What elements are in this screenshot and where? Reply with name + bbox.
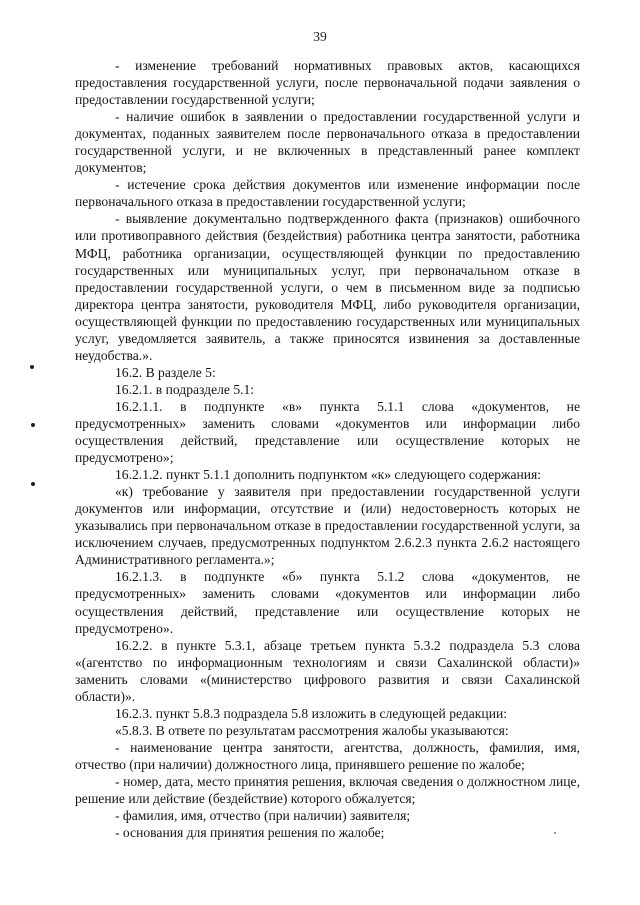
paragraph: 16.2.2. в пункте 5.3.1, абзаце третьем пункта 5.3.2 подраздела 5.3 слова «(агентство по информационным технологиям и связи Сахалинской области)» заменить словами «(министерство цифрового развития и связи Сахалинской области)». (75, 637, 580, 704)
scan-speck-mark (554, 832, 556, 834)
paragraph: 16.2.1.1. в подпункте «в» пункта 5.1.1 слова «документов, не предусмотренных» заменить словами «документов или информации либо осуществления действий, представление или осуществление которых не предусмотрено»; (75, 398, 580, 466)
paragraph: 16.2.3. пункт 5.8.3 подраздела 5.8 изложить в следующей редакции: (115, 705, 508, 721)
paragraph: - номер, дата, место принятия решения, включая сведения о должностном лице, решение или действие (бездействие) которого обжалуется; (75, 773, 580, 807)
paragraph: - основания для принятия решения по жалобе; (115, 825, 385, 841)
paragraph: - выявление документально подтвержденного факта (признаков) ошибочного или противоправного действия (бездействия) работника центра занятости, работника МФЦ, работника организации, осуществляющей функции по предоставлению государственных или муниципальных услуг, при первоначальном отказе в предоставлении государственной услуги, о чем в письменном виде за подписью директора центра занятости, руководителя МФЦ, либо руководителя организации, осуществляющей функции по предоставлению государственных или муниципальных услуг, уведомляется заявитель, а также приносятся извинения за доставленные неудобства.». (75, 211, 580, 363)
paragraph: - наименование центра занятости, агентства, должность, фамилия, имя, отчество (при наличии) должностного лица, принявшего решение по жалобе; (75, 739, 580, 772)
paragraph: «5.8.3. В ответе по результатам рассмотрения жалобы указываются: (115, 722, 509, 738)
paragraph: «к) требование у заявителя при предоставлении государственной услуги документов или информации, отсутствие и (или) недостоверность которых не указывались при первоначальном отказе в предоставлении государственной услуги, за исключением случаев, предусмотренных подпунктом 2.6.2.3 пункта 2.6.2 настоящего Административного регламента.»; (75, 484, 580, 568)
paragraph: 16.2. В разделе 5: (115, 364, 216, 380)
paragraph: 16.2.1.2. пункт 5.1.1 дополнить подпунктом «к» следующего содержания: (115, 467, 542, 483)
scan-dot-mark (31, 423, 35, 427)
paragraph: 16.2.1.3. в подпункте «б» пункта 5.1.2 слова «документов, не предусмотренных» заменить словами «документов или информации либо осуществления действий, представление или осуществление которых не предусмотрено». (75, 569, 580, 636)
paragraph: - изменение требований нормативных правовых актов, касающихся предоставления государственной услуги, после первоначальной подачи заявления о предоставлении государственной услуги; (75, 58, 580, 108)
document-body (75, 57, 580, 841)
paragraph: 16.2.1. в подразделе 5.1: (115, 381, 255, 397)
paragraph: - наличие ошибок в заявлении о предоставлении государственной услуги и документах, поданных заявителем после первоначального отказа в предоставлении государственной услуги, и не включенных в представленный ранее комплект документов; (75, 109, 580, 176)
scan-dot-mark (31, 482, 35, 486)
paragraph: - фамилия, имя, отчество (при наличии) заявителя; (115, 808, 411, 824)
paragraph: - истечение срока действия документов или изменение информации после первоначального отказа в предоставлении государственной услуги; (75, 177, 580, 210)
page-number: 39 (313, 29, 327, 44)
scan-dot-mark (30, 365, 34, 369)
